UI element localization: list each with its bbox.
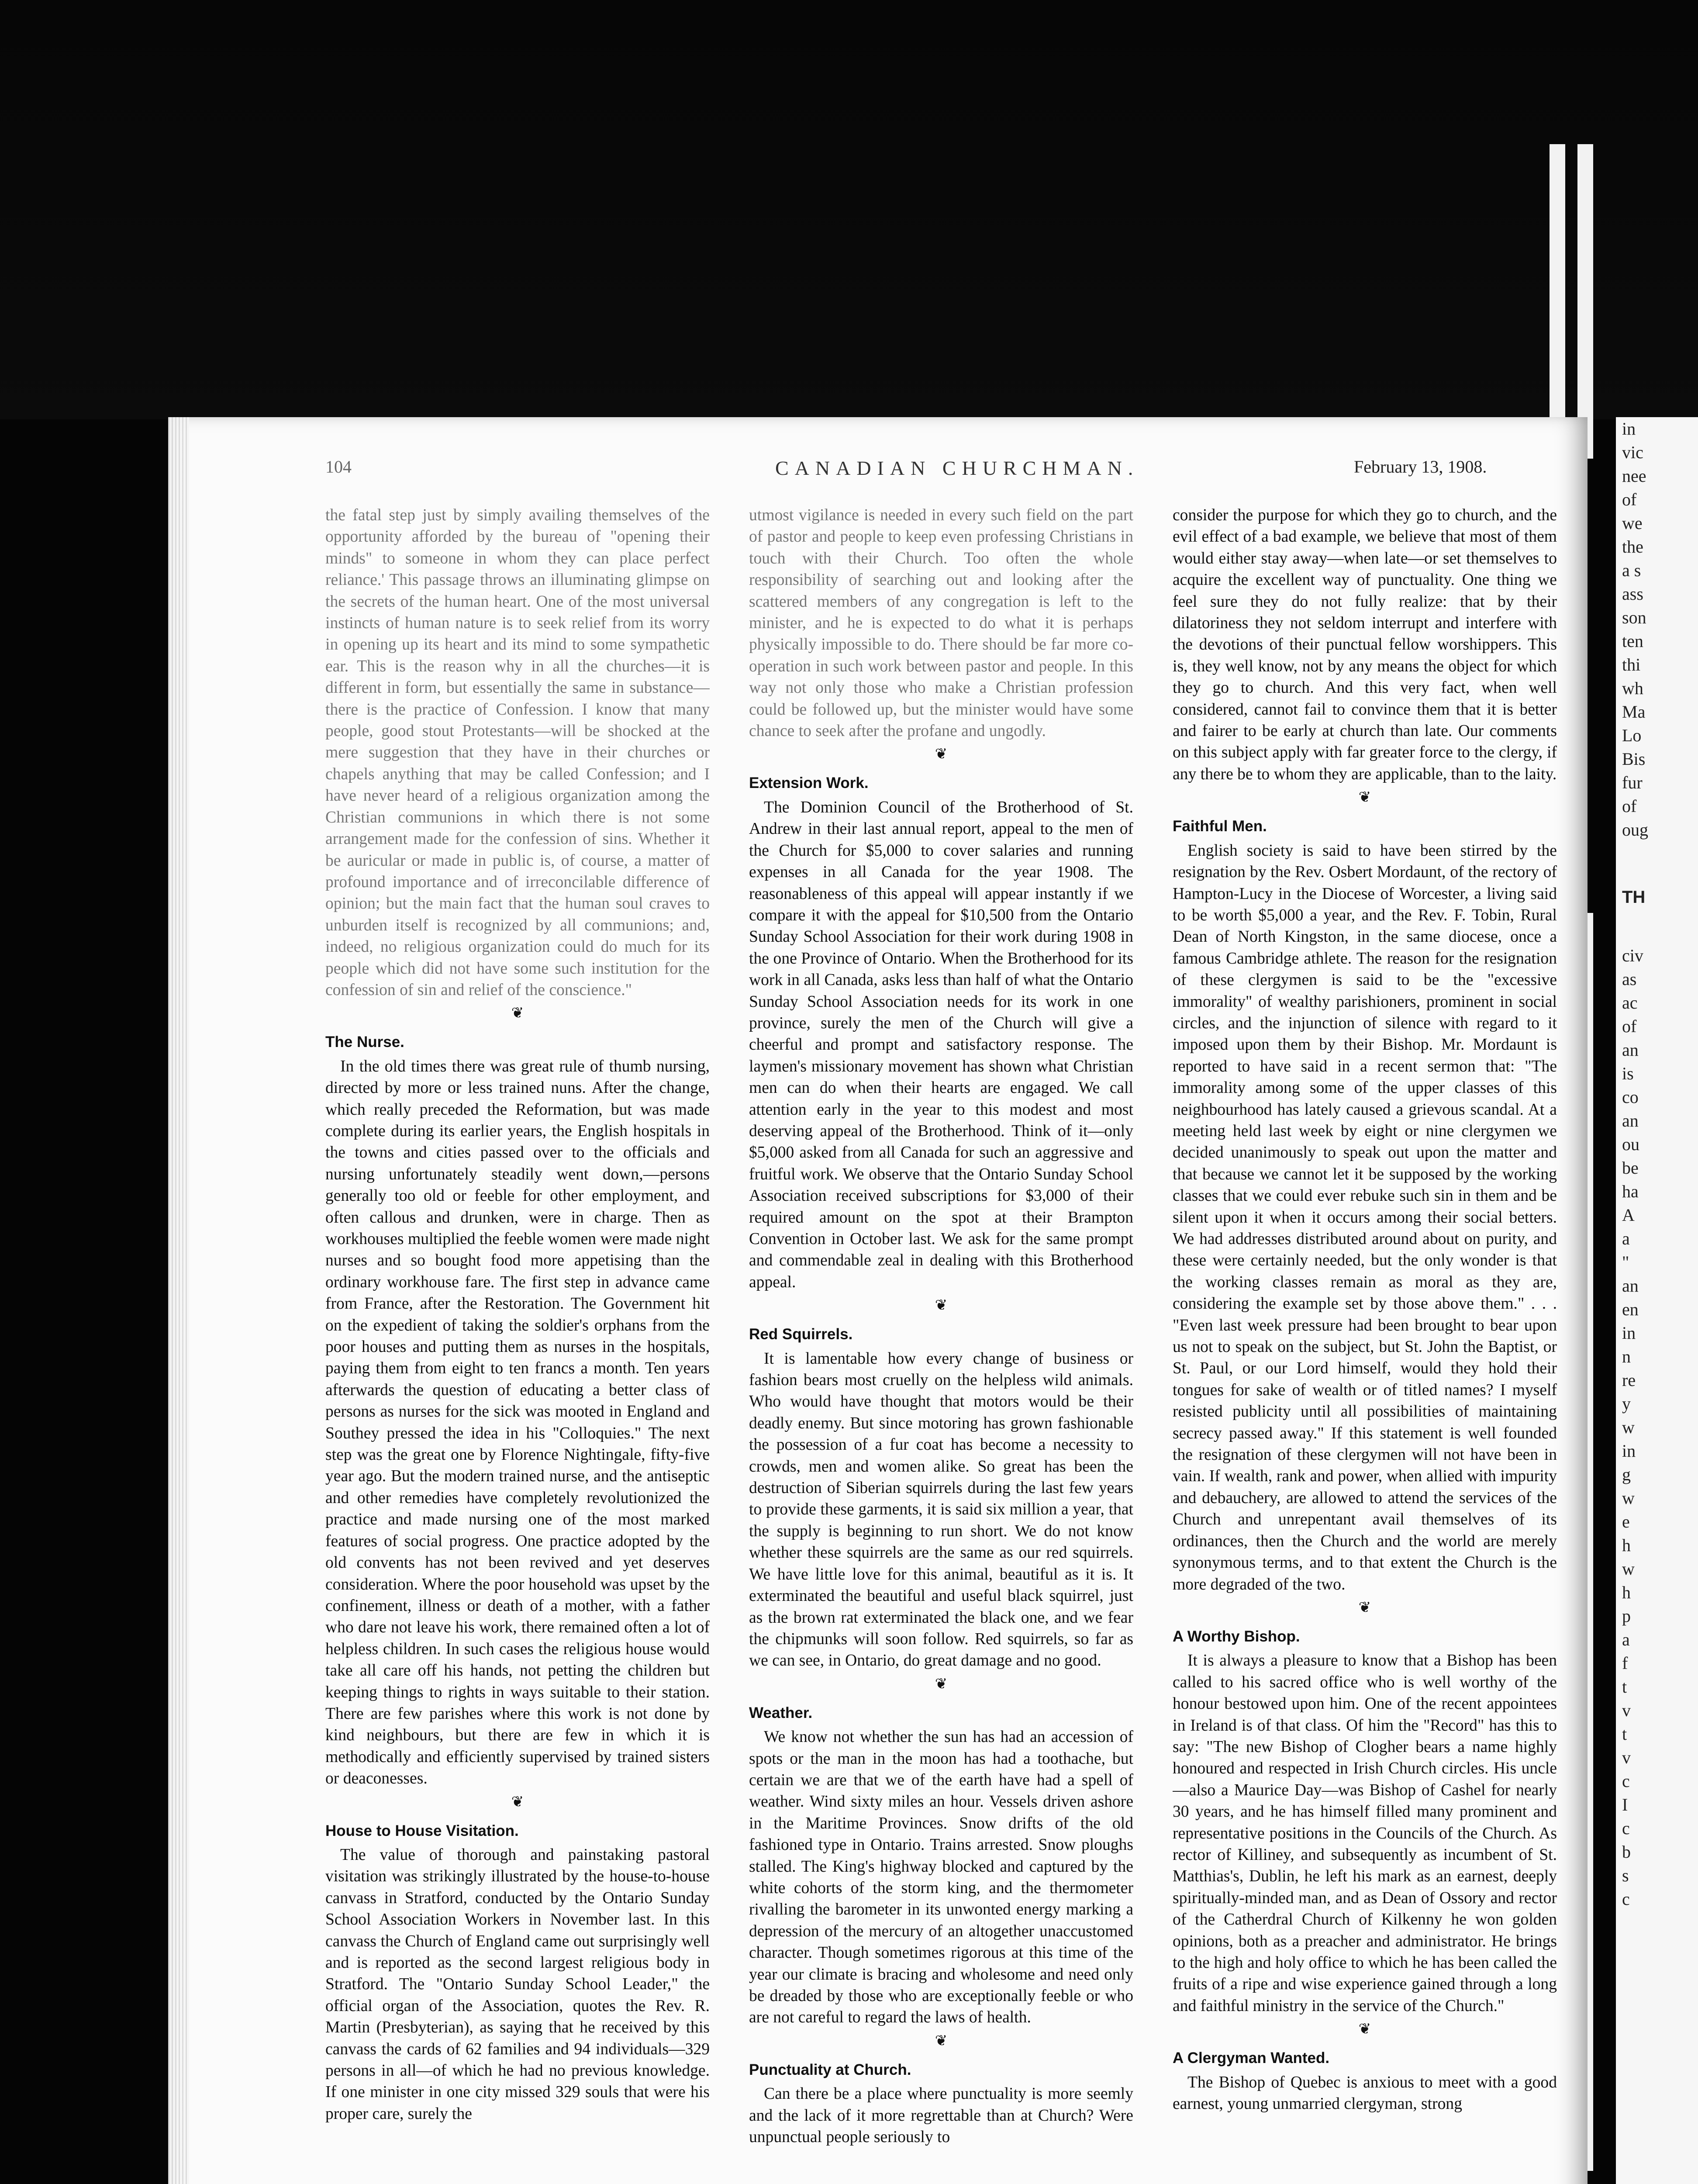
section-ornament: ❦ [935,746,948,763]
facing-page-text-fragment: TH [1622,888,1646,907]
facing-page-text-fragment: ass [1622,584,1643,604]
facing-page-text-fragment: n [1622,1347,1631,1366]
facing-page-text-fragment: of [1622,1016,1637,1036]
facing-page-text-fragment: I [1622,1795,1628,1814]
facing-page-fragment [1616,417,1698,2184]
facing-page-text-fragment: v [1622,1700,1631,1720]
facing-page-text-fragment: of [1622,796,1637,816]
facing-page-text-fragment: Lo [1622,726,1642,745]
facing-page-text-fragment: h [1622,1535,1631,1555]
facing-page-text-fragment: wh [1622,678,1643,698]
facing-page-text-fragment: in [1622,1441,1636,1461]
article-paragraph: English society is said to have been stirred by the resignation by the Rev. Osbert Mordaunt, of the rectory of Hampton-Lucy in the Diocese of Worcester, a living said to be worth $5,000 a year, and the Rev. F. Tobin, Rural Dean of North Kingston, in the same diocese, once a famous Cambridge athlete. The reason for the resignation of these clergymen is said to be the "excessive immorality" of wealthy parishioners, prominent in social circles, and the injunction of silence with regard to it imposed upon them by their Bishop. Mr. Mordaunt is reported to have said in a recent sermon that: "The immorality among some of the upper classes of this neighbourhood has lately caused a grievous scandal. At a meeting held last week by eight or nine clergymen we decided unanimously to speak out upon the matter and that because we cannot let it be supposed by the working classes that we could ever rebuke such sin in them and be silent upon it when it occurs among their social betters. We had addresses distributed around about on purity, and these were certainly needed, but the only wonder is that the working classes remain as moral as they are, considering the example set by those above them." . . . "Even last week pressure had been brought to bear upon us not to speak on the subject, but St. John the Baptist, or St. Paul, or our Lord himself, would they hold their tongues for sake of wealth or of titled names? I myself resisted publicity until all possibilities of maintaining secrecy passed away." If this statement is well founded the resignation of these clergymen will not have been in vain. If wealth, rank and power, when allied with impurity and debauchery, are allowed to attend the services of the Church and unrepentant avail themselves of its ordinances, then the Church and the world are merely synonymous terms, and to that extent the Church is the more degraded of the two. [1173,841,1557,1593]
facing-page-text-fragment: Ma [1622,702,1646,722]
facing-page-text-fragment: ou [1622,1134,1639,1154]
section-heading: A Worthy Bishop. [1173,1628,1300,1645]
facing-page-text-fragment: an [1622,1111,1639,1130]
running-head [168,456,1588,483]
article-paragraph: The Bishop of Quebec is anxious to meet with a good earnest, young unmarried clergyman, strong [1173,2073,1557,2113]
facing-page-text-fragment: h [1622,1583,1631,1602]
facing-page-text-fragment: e [1622,1512,1630,1531]
section-ornament: ❦ [1358,1599,1371,1616]
facing-page-text-fragment: fur [1622,773,1643,792]
section-ornament: ❦ [1358,789,1371,806]
facing-page-text-fragment: Bis [1622,749,1646,769]
facing-page-text-fragment: the [1622,537,1643,556]
facing-page-text-fragment: g [1622,1465,1631,1484]
page-number: 104 [325,457,352,477]
facing-page-text-fragment: y [1622,1394,1631,1413]
facing-page-text-fragment: c [1622,1771,1630,1791]
section-heading: Punctuality at Church. [749,2061,911,2078]
column-2 [749,505,1133,2184]
facing-page-text-fragment: vic [1622,442,1643,462]
article-paragraph: the fatal step just by simply availing themselves of the opportunity afforded by the bureau of "opening their minds" to someone in whom they can place perfect reliance.' This passage throws an illuminating glimpse on the secrets of the human heart. One of the most universal instincts of human nature is to seek relief from its worry in opening up its heart and its mind to some sympathetic ear. This is the reason why in all the churches—it is different in form, but essentially the same in substance—there is the practice of Confession. I know that many people, good stout Protestants—will be shocked at the mere suggestion that they have in their churches or chapels anything that may be called Confession; and I have never heard of a religious organization among the Christian communions in which there is not some arrangement made for the confession of sins. Whether it be auricular or made in public is, of course, a matter of profound importance and of irreconcilable difference of opinion; but the main fact that the human soul craves to unburden itself is recognized by all communions; and, indeed, no religious organization could do much for its people which did not have some such institution for the confession of sin and relief of the conscience." [325,506,710,999]
facing-page-text-fragment: is [1622,1064,1634,1083]
facing-page-text-fragment: civ [1622,946,1643,965]
section-heading: Extension Work. [749,774,869,792]
section-ornament: ❦ [511,1005,524,1022]
film-sprocket-strip [1577,144,1593,459]
facing-page-text-fragment: c [1622,1818,1630,1838]
facing-page-text-fragment: " [1622,1252,1629,1272]
facing-page-text-fragment: w [1622,1559,1635,1579]
section-heading: A Clergyman Wanted. [1173,2049,1330,2067]
facing-page-text-fragment: in [1622,1323,1636,1343]
article-paragraph: consider the purpose for which they go to church, and the evil effect of a bad example, we believe that most of them would either stay away—when late—or set themselves to acquire the excellent way of punctuality. One thing we feel sure they do not fully realize: that by their dilatoriness they not seldom interrupt and interfere with the devotions of their punctual fellow worshippers. This is, they well know, not by any means the object for which they go to church. And this very fact, when well considered, cannot fail to convince them that it is better and fairer to be early at church than late. Our comments on this subject apply with far greater force to the clergy, if any there be to whom they are applicable, than to the laity. [1173,506,1557,783]
facing-page-text-fragment: w [1622,1488,1635,1508]
facing-page-text-fragment: we [1622,513,1643,533]
facing-page-text-fragment: f [1622,1653,1628,1673]
microfilm-margin [0,0,1698,419]
facing-page-text-fragment: of [1622,490,1637,509]
article-paragraph: It is lamentable how every change of business or fashion bears most cruelly on the helpless wild animals. Who would have thought that motors would be their deadly enemy. But since motoring has grown fashionable the possession of a fur coat has become a necessity to crowds, men and women alike. So great has been the destruction of Siberian squirrels during the last few years to provide these garments, it is said six million a year, that the supply is beginning to run short. We do not know whether these squirrels are the same as our red squirrels. We have little love for this animal, beautiful as it is. It exterminated the beautiful and useful black squirrel, just as the brown rat exterminated the black one, and we fear the chipmunks will soon follow. Red squirrels, so far as we can see, in Ontario, do great damage and no good. [749,1349,1133,1670]
facing-page-text-fragment: a [1622,1229,1630,1248]
issue-date: February 13, 1908. [1354,457,1487,477]
article-paragraph: utmost vigilance is needed in every such field on the part of pastor and people to keep even professing Christians in touch with their Church. Too often the whole responsibility of searching out and looking after the scattered members of any congregation is left to the minister, and he is expected to do what it is perhaps physically impossible to do. There should be far more co-operation in such work between pastor and people. In this way not only those who make a Christian profession could be followed up, but the minister would have some chance to seek after the profane and ungodly. [749,506,1133,740]
facing-page-text-fragment: a [1622,1630,1630,1649]
facing-page-text-fragment: t [1622,1677,1627,1697]
section-heading: Faithful Men. [1173,818,1267,835]
facing-page-text-fragment: w [1622,1417,1635,1437]
page-stack-edge [168,417,189,2184]
facing-page-text-fragment: as [1622,969,1637,989]
section-ornament: ❦ [935,1297,948,1314]
section-heading: House to House Visitation. [325,1822,519,1839]
facing-page-text-fragment: co [1622,1087,1639,1107]
section-ornament: ❦ [935,1676,948,1692]
section-heading: Red Squirrels. [749,1326,853,1343]
film-sprocket-strip [1550,144,1565,459]
facing-page-text-fragment: p [1622,1606,1631,1626]
article-paragraph: Can there be a place where punctuality is more seemly and the lack of it more regrettable than at Church? Were unpunctual people seriously to [749,2085,1133,2146]
facing-page-text-fragment: ten [1622,631,1643,651]
facing-page-text-fragment: thi [1622,655,1641,674]
column-3 [1173,505,1557,2184]
facing-page-text-fragment: in [1622,419,1636,439]
facing-page-text-fragment: an [1622,1276,1639,1296]
article-paragraph: The Dominion Council of the Brotherhood of St. Andrew in their last annual report, appeal to the men of the Church for $5,000 to cover salaries and running expenses in all Canada for the year 1908. The reasonableness of this appeal will appear instantly if we compare it with the appeal for $10,500 from the Ontario Sunday School Association for their work during 1908 in the one Province of Ontario. When the Brotherhood for its work in all Canada, asks less than half of what the Ontario Sunday School Association needs for its work in one province, surely the men of the Church will give a cheerful and prompt and satisfactory response. The laymen's missionary movement has shown what Christian men can do when their hearts are engaged. We call attention early in the year to this modest and most deserving appeal of the Brotherhood. Think of it—only $5,000 asked from all Canada for such an aggressive and fruitful work. We observe that the Ontario Sunday School Association received subscriptions for $3,000 of their required amount on the spot at their Brampton Convention in October last. We ask for the same prompt and commendable zeal in dealing with this Brotherhood appeal. [749,798,1133,1291]
facing-page-text-fragment: s [1622,1866,1629,1885]
section-heading: Weather. [749,1704,813,1721]
section-ornament: ❦ [1358,2021,1371,2038]
article-paragraph: In the old times there was great rule of thumb nursing, directed by more or less trained nuns. After the change, which really preceded the Reformation, but was made complete during its earlier years, the English hospitals in the towns and cities passed over to the officials and nursing unfortunately steadily went down,—persons generally too old or feeble for other employment, and often callous and drunken, were in charge. Then as workhouses multiplied the feeble women were made night nurses and so bought food more appetising than the ordinary workhouse fare. The first step in advance came from France, after the Restoration. The Government hit on the expedient of taking the soldier's orphans from the poor houses and putting them as nurses in the hospitals, paying them from eight to ten francs a month. Ten years afterwards the question of educating a better class of persons as nurses for the sick was mooted in England and Southey pressed the idea in his "Colloquies." The next step was the great one by Florence Nightingale, fifty-five year ago. But the modern trained nurse, and the antiseptic and other remedies have completely revolutionized the practice and made nursing one of the most marked features of social progress. One practice adopted by the old convents has not been revived and yet deserves consideration. Where the poor household was upset by the confinement, illness or death of a mother, with a father who dare not leave his work, there remained often a lot of helpless children. In such cases the religious house would take all care off his hands, not petting the children but keeping things to rights in ways suitable to their station. There are few parishes where this work is not done by kind neighbours, but there are few in which it is methodically and efficiently supervised by trained sisters or deaconesses. [325,1057,710,1788]
section-ornament: ❦ [511,1794,524,1810]
facing-page-text-fragment: an [1622,1040,1639,1060]
section-ornament: ❦ [935,2032,948,2049]
facing-page-text-fragment: a s [1622,560,1641,580]
newspaper-page [168,417,1588,2184]
facing-page-text-fragment: oug [1622,820,1648,840]
column-1 [325,505,710,2184]
section-heading: The Nurse. [325,1033,404,1051]
facing-page-text-fragment: son [1622,608,1646,627]
facing-page-text-fragment: ac [1622,993,1638,1013]
facing-page-text-fragment: c [1622,1889,1630,1909]
facing-page-text-fragment: re [1622,1370,1636,1390]
article-paragraph: We know not whether the sun has had an accession of spots or the man in the moon has had a toothache, but certain we are that we of the earth have had a spell of weather. Wind sixty miles an hour. Vessels driven ashore in the Maritime Provinces. Snow drifts of the old fashioned type in Ontario. Trains arrested. Snow ploughs stalled. The King's highway blocked and captured by the white cohorts of the storm king, and the thermometer rivalling the barometer in its unwonted energy marking a depression of the mercury of an altogether unaccustomed character. Though sometimes rigorous at this time of the year our climate is bracing and wholesome and need only be dreaded by those who are exceptionally feeble or who are not careful to regard the laws of health. [749,1728,1133,2027]
facing-page-text-fragment: ha [1622,1182,1639,1201]
publication-title: CANADIAN CHURCHMAN. [775,457,1139,479]
facing-page-text-fragment: be [1622,1158,1639,1178]
facing-page-text-fragment: en [1622,1299,1639,1319]
article-paragraph: The value of thorough and painstaking pastoral visitation was strikingly illustrated by the house-to-house canvass in Stratford, conducted by the Ontario Sunday School Association Workers in November last. In this canvass the Church of England came out surprisingly well and is reported as the second largest religious body in Stratford. The "Ontario Sunday School Leader," the official organ of the Association, quotes the Rev. R. Martin (Presbyterian), as saying that he received by this canvass the cards of 62 families and 94 individuals—329 persons in all—of which he had no previous knowledge. If one minister in one city missed 329 souls that were his proper care, surely the [325,1845,710,2123]
facing-page-text-fragment: nee [1622,466,1646,486]
facing-page-text-fragment: v [1622,1748,1631,1767]
facing-page-text-fragment: t [1622,1724,1627,1744]
facing-page-text-fragment: b [1622,1842,1631,1862]
facing-page-text-fragment: A [1622,1205,1635,1225]
article-paragraph: It is always a pleasure to know that a Bishop has been called to his sacred office who is well worthy of the honour bestowed upon him. One of the recent appointees in Ireland is of that class. Of him the "Record" has this to say: "The new Bishop of Clogher bears a name highly honoured and respected in Irish Church circles. His uncle—also a Maurice Day—was Bishop of Cashel for nearly 30 years, and he has himself filled many prominent and representative positions in the Councils of the Church. As rector of Killiney, and subsequently as incumbent of St. Matthias's, Dublin, he left his mark as an earnest, deeply spiritually-minded man, and as Dean of Ossory and rector of the Catherdral Church of Kilkenny he won golden opinions, both as a preacher and administrator. He brings to the high and holy office to which he has been called the fruits of a ripe and wise experience gained through a long and faithful ministry in the service of the Church." [1173,1652,1557,2015]
